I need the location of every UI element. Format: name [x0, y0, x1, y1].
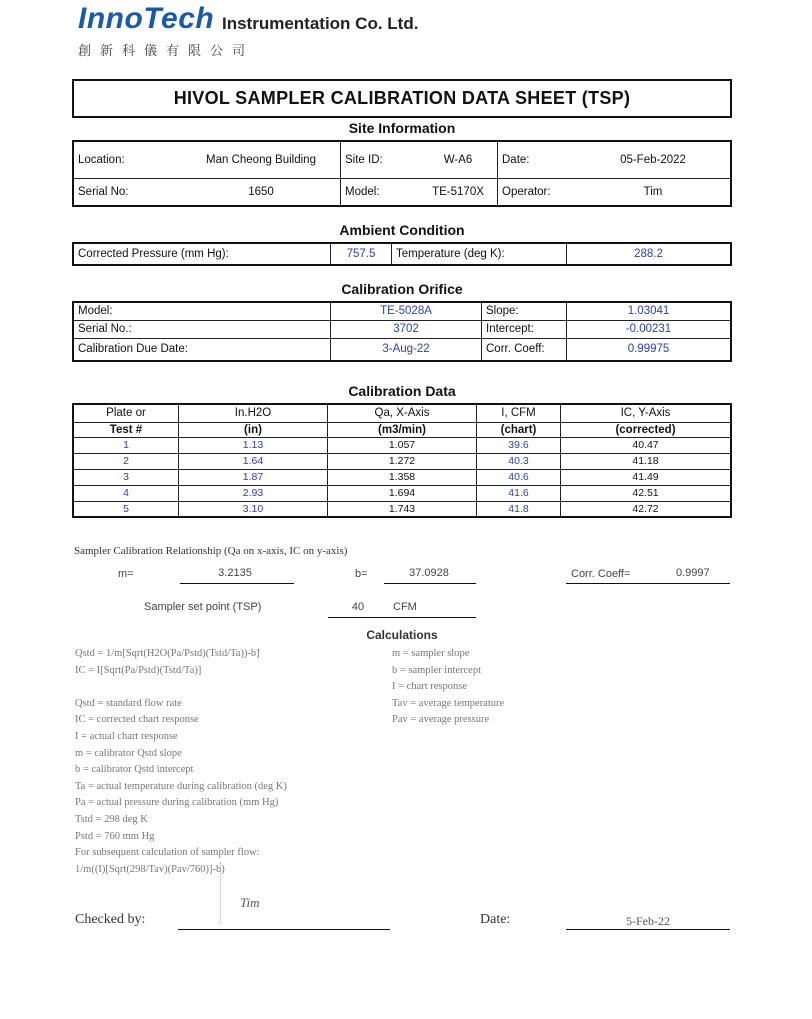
calc-line: b = calibrator Qstd intercept — [75, 764, 194, 776]
slope-m-label: m= — [118, 568, 134, 580]
col-header: IC, Y-Axis — [561, 404, 732, 422]
orifice-table — [72, 301, 732, 362]
footer-date-label: Date: — [480, 912, 511, 927]
cell-h2o: 2.93 — [179, 485, 328, 501]
model-value: TE-5170X — [419, 178, 498, 206]
corr-coeff-value: 0.99975 — [567, 338, 732, 361]
cell-test: 1 — [73, 437, 179, 453]
calculations-right — [392, 646, 504, 729]
calc-line: I = actual chart response — [75, 730, 178, 742]
cell-qa: 1.358 — [328, 469, 477, 485]
cell-qa: 1.694 — [328, 485, 477, 501]
calc-line: Qstd = 1/m[Sqrt(H2O(Pa/Pstd)(Tstd/Ta))-b] — [75, 648, 260, 659]
calc-line: Ta = actual temperature during calibration (deg K) — [75, 780, 287, 792]
calibration-data-table — [72, 403, 732, 518]
site-id-value: W-A6 — [419, 141, 498, 178]
cell-i: 40.3 — [477, 453, 561, 469]
calc-line: Pa = actual pressure during calibration (mm Hg) — [75, 797, 279, 809]
site-id-label: Site ID: — [341, 141, 420, 178]
cell-qa: 1.743 — [328, 501, 477, 517]
cell-ic: 41.18 — [561, 453, 732, 469]
checked-by-label: Checked by: — [75, 912, 146, 927]
serial-label: Serial No: — [73, 178, 182, 206]
corr-coeff-label: Corr. Coeff: — [482, 338, 567, 361]
col-header: Plate or — [73, 404, 179, 422]
date-value: 05-Feb-2022 — [576, 141, 731, 178]
col-header: (in) — [179, 422, 328, 437]
calc-line: m = calibrator Qstd slope — [75, 747, 182, 759]
calc-line: I = chart response — [392, 681, 468, 693]
corr-value: 0.9997 — [676, 567, 710, 579]
col-header: I, CFM — [477, 404, 561, 422]
cell-qa: 1.272 — [328, 453, 477, 469]
cell-i: 41.6 — [477, 485, 561, 501]
serial-value: 1650 — [182, 178, 341, 206]
orifice-heading: Calibration Orifice — [341, 281, 463, 297]
table-row — [73, 501, 731, 517]
calculations-heading: Calculations — [366, 628, 438, 642]
brand-logo: InnoTech — [78, 2, 215, 35]
due-date-value: 3-Aug-22 — [331, 338, 482, 361]
calc-line: Pav = average pressure — [392, 714, 490, 726]
cell-h2o: 1.87 — [179, 469, 328, 485]
orifice-model-label: Model: — [73, 302, 331, 320]
operator-value: Tim — [576, 178, 731, 206]
cell-h2o: 1.64 — [179, 453, 328, 469]
corr-label: Corr. Coeff= — [571, 568, 631, 580]
temperature-value: 288.2 — [567, 243, 732, 265]
calibration-data-heading: Calibration Data — [348, 383, 456, 399]
site-info-heading: Site Information — [348, 120, 456, 136]
pressure-label: Corrected Pressure (mm Hg): — [73, 243, 331, 265]
cell-qa: 1.057 — [328, 437, 477, 453]
intercept-value: -0.00231 — [567, 320, 732, 338]
pressure-value: 757.5 — [331, 243, 392, 265]
col-header: Test # — [73, 422, 179, 437]
table-header-row — [73, 404, 731, 422]
setpoint-value: 40 — [351, 601, 365, 613]
col-header: (chart) — [477, 422, 561, 437]
calc-line: b = sampler intercept — [392, 664, 482, 676]
location-label: Location: — [73, 141, 182, 178]
intercept-b-label: b= — [355, 568, 368, 580]
table-row — [73, 453, 731, 469]
table-header-row — [73, 422, 731, 437]
company-name-cn: 創新科儀有限公司 — [78, 43, 255, 58]
table-row — [73, 469, 731, 485]
temperature-label: Temperature (deg K): — [392, 243, 567, 265]
orifice-model-value: TE-5028A — [331, 302, 482, 320]
cell-ic: 40.47 — [561, 437, 732, 453]
location-value: Man Cheong Building — [182, 141, 341, 178]
calc-line: IC = I[Sqrt(Pa/Pstd)(Tstd/Ta)] — [75, 664, 202, 676]
site-info-table — [72, 140, 732, 207]
slope-label: Slope: — [482, 302, 567, 320]
ambient-table — [72, 242, 732, 266]
ambient-heading: Ambient Condition — [339, 222, 465, 238]
cell-h2o: 1.13 — [179, 437, 328, 453]
cell-test: 4 — [73, 485, 179, 501]
operator-label: Operator: — [498, 178, 577, 206]
setpoint-unit: CFM — [393, 601, 417, 613]
calc-line: IC = corrected chart response — [75, 714, 199, 726]
intercept-label: Intercept: — [482, 320, 567, 338]
table-row — [73, 437, 731, 453]
cell-i: 40.6 — [477, 469, 561, 485]
slope-value: 1.03041 — [567, 302, 732, 320]
cell-test: 2 — [73, 453, 179, 469]
table-row — [73, 485, 731, 501]
calc-line: Qstd = standard flow rate — [75, 697, 182, 709]
calc-line: 1/m((I)[Sqrt(298/Tav)(Pav/760)]-b) — [75, 863, 225, 875]
due-date-label: Calibration Due Date: — [73, 338, 331, 361]
calculations-left — [75, 646, 287, 878]
orifice-serial-label: Serial No.: — [73, 320, 331, 338]
cell-ic: 42.72 — [561, 501, 732, 517]
cell-test: 3 — [73, 469, 179, 485]
cell-i: 41.8 — [477, 501, 561, 517]
cell-ic: 41.49 — [561, 469, 732, 485]
cell-test: 5 — [73, 501, 179, 517]
model-label: Model: — [341, 178, 420, 206]
calc-line: Pstd = 760 mm Hg — [75, 830, 155, 842]
date-label: Date: — [498, 141, 577, 178]
setpoint-label: Sampler set point (TSP) — [144, 601, 262, 613]
cell-ic: 42.51 — [561, 485, 732, 501]
col-header: Qa, X-Axis — [328, 404, 477, 422]
calc-line: m = sampler slope — [392, 648, 470, 659]
document-title: HIVOL SAMPLER CALIBRATION DATA SHEET (TSP) — [72, 79, 732, 118]
company-name: Instrumentation Co. Ltd. — [222, 14, 419, 33]
intercept-b-value: 37.0928 — [409, 567, 449, 579]
calc-line — [75, 679, 287, 696]
footer-date-value: 5-Feb-22 — [626, 914, 670, 928]
calc-line: Tav = average temperature — [392, 697, 505, 709]
orifice-serial-value: 3702 — [331, 320, 482, 338]
col-header: (m3/min) — [328, 422, 477, 437]
calc-line: For subsequent calculation of sampler flow: — [75, 847, 260, 859]
signature: Tim — [240, 895, 260, 910]
cell-i: 39.6 — [477, 437, 561, 453]
relationship-heading: Sampler Calibration Relationship (Qa on x-axis, IC on y-axis) — [74, 545, 348, 557]
calc-line: Tstd = 298 deg K — [75, 813, 148, 825]
col-header: (corrected) — [561, 422, 732, 437]
slope-m-value: 3.2135 — [218, 567, 252, 579]
col-header: In.H2O — [179, 404, 328, 422]
cell-h2o: 3.10 — [179, 501, 328, 517]
